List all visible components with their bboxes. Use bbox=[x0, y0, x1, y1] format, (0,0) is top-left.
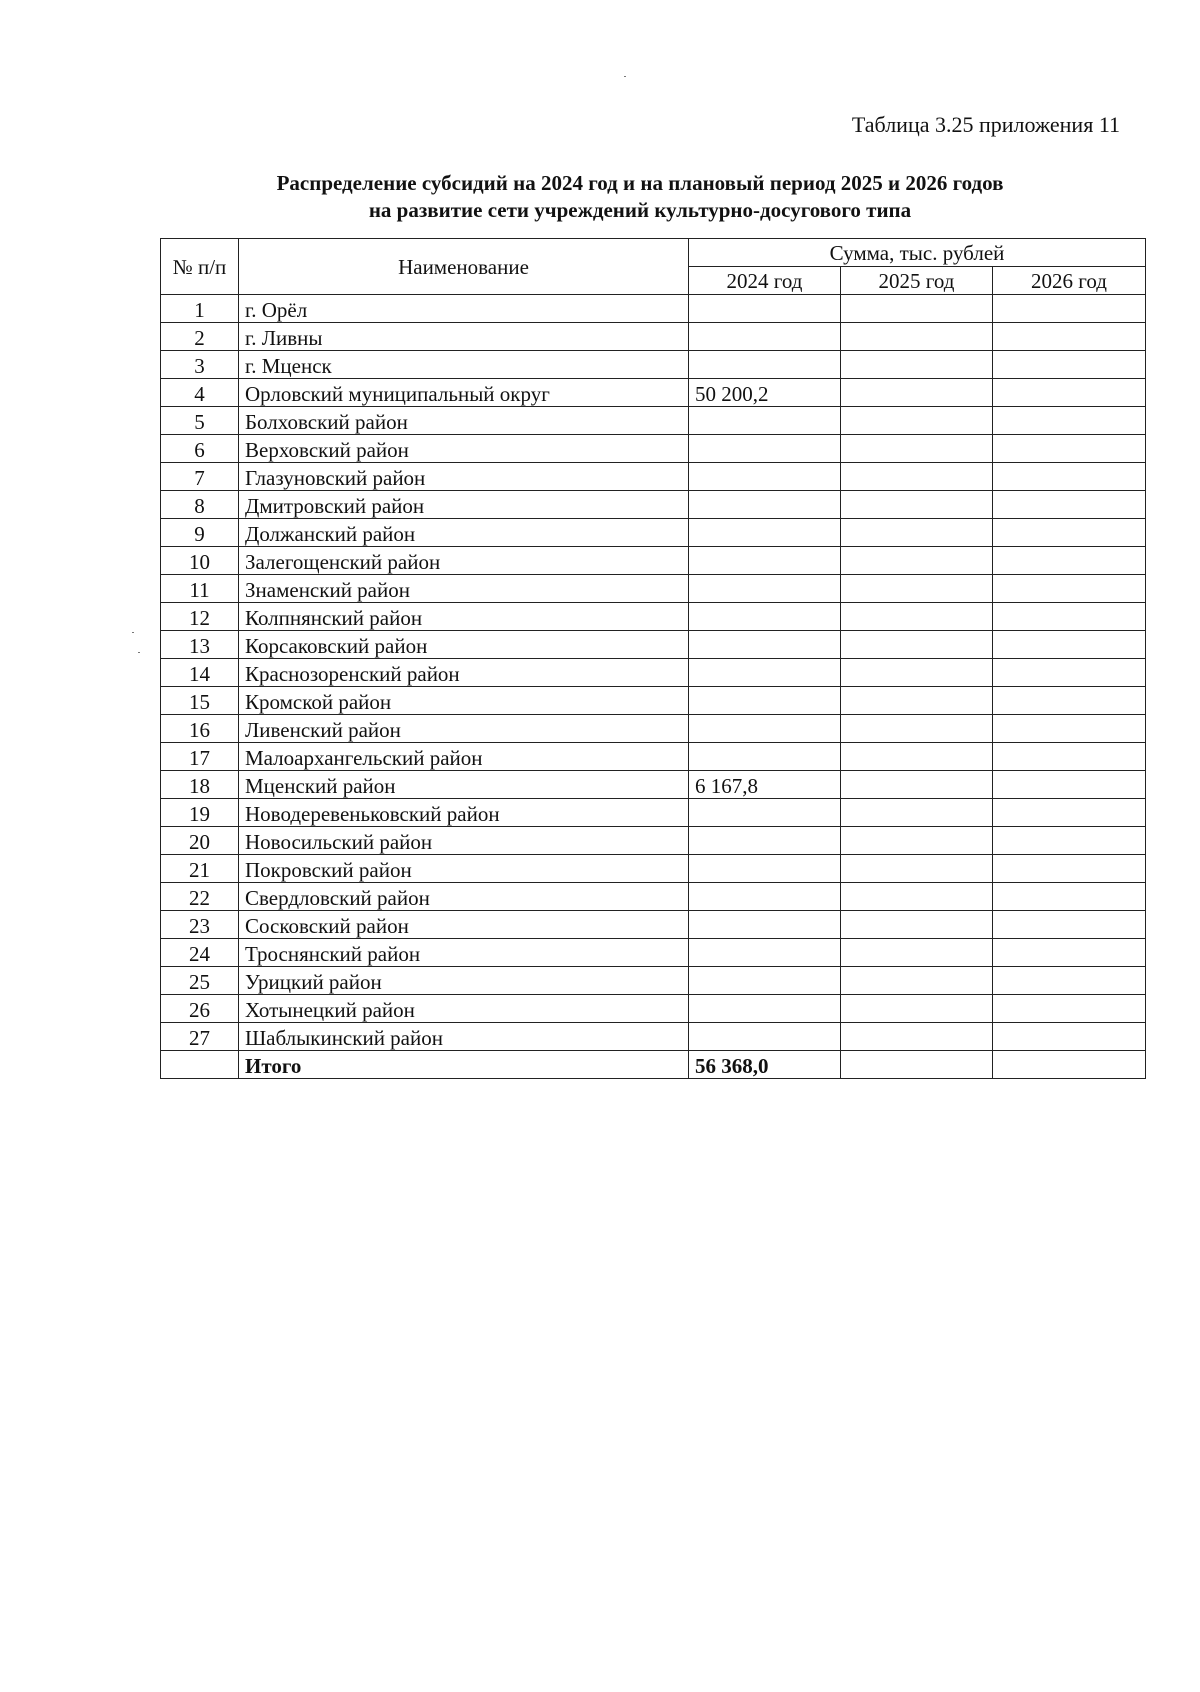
appendix-reference: Таблица 3.25 приложения 11 bbox=[851, 112, 1120, 137]
row-value-2024 bbox=[689, 659, 841, 687]
table-row bbox=[161, 827, 1146, 855]
row-value-2024 bbox=[689, 911, 841, 939]
row-value-2026 bbox=[993, 491, 1146, 519]
row-number: 12 bbox=[161, 603, 239, 631]
row-value-2024 bbox=[689, 631, 841, 659]
table-total-row bbox=[161, 1051, 1146, 1079]
row-value-2026 bbox=[993, 827, 1146, 855]
table-row bbox=[161, 575, 1146, 603]
row-value-2026 bbox=[993, 1023, 1146, 1051]
row-name: Новосильский район bbox=[239, 827, 689, 855]
row-value-2024 bbox=[689, 939, 841, 967]
row-name: Мценский район bbox=[239, 771, 689, 799]
row-value-2025 bbox=[841, 603, 993, 631]
row-name: Шаблыкинский район bbox=[239, 1023, 689, 1051]
row-value-2024 bbox=[689, 603, 841, 631]
row-value-2024: 50 200,2 bbox=[689, 379, 841, 407]
row-value-2025 bbox=[841, 659, 993, 687]
row-value-2025 bbox=[841, 463, 993, 491]
table-row bbox=[161, 771, 1146, 799]
row-value-2026 bbox=[993, 519, 1146, 547]
header-sum: Сумма, тыс. рублей bbox=[689, 239, 1146, 267]
table-row bbox=[161, 435, 1146, 463]
table-row bbox=[161, 603, 1146, 631]
row-value-2026 bbox=[993, 1051, 1146, 1079]
row-value-2026 bbox=[993, 771, 1146, 799]
row-name: Колпнянский район bbox=[239, 603, 689, 631]
row-value-2025 bbox=[841, 911, 993, 939]
row-name: Краснозоренский район bbox=[239, 659, 689, 687]
row-value-2026 bbox=[993, 743, 1146, 771]
row-name: г. Ливны bbox=[239, 323, 689, 351]
table-body bbox=[161, 295, 1146, 1079]
table-row bbox=[161, 463, 1146, 491]
header-year-2025: 2025 год bbox=[841, 267, 993, 295]
row-value-2026 bbox=[993, 715, 1146, 743]
row-name: Дмитровский район bbox=[239, 491, 689, 519]
row-value-2025 bbox=[841, 883, 993, 911]
row-value-2026 bbox=[993, 631, 1146, 659]
row-number: 27 bbox=[161, 1023, 239, 1051]
row-number: 24 bbox=[161, 939, 239, 967]
table-row bbox=[161, 407, 1146, 435]
row-value-2026 bbox=[993, 323, 1146, 351]
row-name: Итого bbox=[239, 1051, 689, 1079]
row-name: Урицкий район bbox=[239, 967, 689, 995]
row-name: г. Мценск bbox=[239, 351, 689, 379]
row-number: 10 bbox=[161, 547, 239, 575]
row-value-2024 bbox=[689, 1023, 841, 1051]
row-name: г. Орёл bbox=[239, 295, 689, 323]
row-number: 19 bbox=[161, 799, 239, 827]
row-number: 16 bbox=[161, 715, 239, 743]
row-number: 17 bbox=[161, 743, 239, 771]
row-value-2025 bbox=[841, 1023, 993, 1051]
row-value-2024 bbox=[689, 463, 841, 491]
row-value-2024 bbox=[689, 855, 841, 883]
row-value-2025 bbox=[841, 939, 993, 967]
row-number: 15 bbox=[161, 687, 239, 715]
row-name: Ливенский район bbox=[239, 715, 689, 743]
row-value-2026 bbox=[993, 547, 1146, 575]
row-name: Глазуновский район bbox=[239, 463, 689, 491]
table-row bbox=[161, 883, 1146, 911]
row-value-2026 bbox=[993, 967, 1146, 995]
table-row bbox=[161, 659, 1146, 687]
row-number: 4 bbox=[161, 379, 239, 407]
row-number: 1 bbox=[161, 295, 239, 323]
row-number: 2 bbox=[161, 323, 239, 351]
row-value-2026 bbox=[993, 603, 1146, 631]
row-value-2025 bbox=[841, 967, 993, 995]
row-number: 18 bbox=[161, 771, 239, 799]
row-name: Свердловский район bbox=[239, 883, 689, 911]
row-name: Корсаковский район bbox=[239, 631, 689, 659]
scan-speck bbox=[132, 632, 134, 633]
row-value-2025 bbox=[841, 743, 993, 771]
row-value-2024 bbox=[689, 323, 841, 351]
scan-speck bbox=[138, 652, 140, 653]
row-name: Сосковский район bbox=[239, 911, 689, 939]
row-value-2026 bbox=[993, 939, 1146, 967]
row-value-2025 bbox=[841, 519, 993, 547]
table-row bbox=[161, 295, 1146, 323]
row-value-2024 bbox=[689, 995, 841, 1023]
row-value-2026 bbox=[993, 435, 1146, 463]
row-number: 11 bbox=[161, 575, 239, 603]
table-row bbox=[161, 547, 1146, 575]
table-row bbox=[161, 743, 1146, 771]
row-value-2024 bbox=[689, 519, 841, 547]
row-value-2025 bbox=[841, 491, 993, 519]
row-name: Малоархангельский район bbox=[239, 743, 689, 771]
table-row bbox=[161, 995, 1146, 1023]
document-title-line-1: Распределение субсидий на 2024 год и на плановый период 2025 и 2026 годов bbox=[276, 171, 1004, 195]
table-row bbox=[161, 939, 1146, 967]
row-number: 6 bbox=[161, 435, 239, 463]
row-name: Залегощенский район bbox=[239, 547, 689, 575]
header-number: № п/п bbox=[161, 239, 239, 295]
row-name: Орловский муниципальный округ bbox=[239, 379, 689, 407]
row-value-2026 bbox=[993, 575, 1146, 603]
row-value-2025 bbox=[841, 827, 993, 855]
row-value-2026 bbox=[993, 407, 1146, 435]
row-value-2026 bbox=[993, 995, 1146, 1023]
row-name: Болховский район bbox=[239, 407, 689, 435]
row-value-2024 bbox=[689, 743, 841, 771]
row-value-2024 bbox=[689, 295, 841, 323]
row-value-2025 bbox=[841, 547, 993, 575]
row-number: 26 bbox=[161, 995, 239, 1023]
table-row bbox=[161, 379, 1146, 407]
header-year-2026: 2026 год bbox=[993, 267, 1146, 295]
table-row bbox=[161, 855, 1146, 883]
table-row bbox=[161, 715, 1146, 743]
row-value-2025 bbox=[841, 435, 993, 463]
row-number: 9 bbox=[161, 519, 239, 547]
table-row bbox=[161, 687, 1146, 715]
row-value-2025 bbox=[841, 715, 993, 743]
row-number: 13 bbox=[161, 631, 239, 659]
row-value-2025 bbox=[841, 771, 993, 799]
row-value-2025 bbox=[841, 687, 993, 715]
row-value-2024 bbox=[689, 575, 841, 603]
row-value-2024 bbox=[689, 435, 841, 463]
table-row bbox=[161, 323, 1146, 351]
row-value-2026 bbox=[993, 351, 1146, 379]
row-value-2025 bbox=[841, 575, 993, 603]
row-value-2024 bbox=[689, 827, 841, 855]
table-row bbox=[161, 911, 1146, 939]
row-value-2026 bbox=[993, 687, 1146, 715]
row-name: Хотынецкий район bbox=[239, 995, 689, 1023]
row-name: Должанский район bbox=[239, 519, 689, 547]
table-row bbox=[161, 967, 1146, 995]
table-row bbox=[161, 519, 1146, 547]
row-value-2026 bbox=[993, 295, 1146, 323]
row-value-2025 bbox=[841, 379, 993, 407]
row-value-2025 bbox=[841, 995, 993, 1023]
row-number: 14 bbox=[161, 659, 239, 687]
document-title bbox=[0, 170, 1200, 224]
row-value-2026 bbox=[993, 883, 1146, 911]
row-number: 21 bbox=[161, 855, 239, 883]
row-name: Троснянский район bbox=[239, 939, 689, 967]
row-value-2025 bbox=[841, 631, 993, 659]
scan-speck bbox=[624, 76, 626, 77]
row-number: 8 bbox=[161, 491, 239, 519]
row-number bbox=[161, 1051, 239, 1079]
row-value-2025 bbox=[841, 351, 993, 379]
document-title-line-2: на развитие сети учреждений культурно-досугового типа bbox=[368, 198, 912, 222]
row-name: Новодеревеньковский район bbox=[239, 799, 689, 827]
row-value-2024 bbox=[689, 799, 841, 827]
row-name: Покровский район bbox=[239, 855, 689, 883]
row-number: 3 bbox=[161, 351, 239, 379]
row-number: 5 bbox=[161, 407, 239, 435]
row-value-2024 bbox=[689, 967, 841, 995]
row-number: 25 bbox=[161, 967, 239, 995]
row-value-2024 bbox=[689, 351, 841, 379]
row-number: 22 bbox=[161, 883, 239, 911]
row-value-2025 bbox=[841, 855, 993, 883]
row-name: Знаменский район bbox=[239, 575, 689, 603]
row-value-2026 bbox=[993, 855, 1146, 883]
row-value-2024 bbox=[689, 883, 841, 911]
row-value-2024 bbox=[689, 547, 841, 575]
row-value-2025 bbox=[841, 1051, 993, 1079]
row-value-2026 bbox=[993, 799, 1146, 827]
row-value-2024: 6 167,8 bbox=[689, 771, 841, 799]
subsidy-table bbox=[160, 238, 1146, 1079]
table-row bbox=[161, 491, 1146, 519]
header-name: Наименование bbox=[239, 239, 689, 295]
table-header-row bbox=[161, 239, 1146, 267]
row-value-2026 bbox=[993, 379, 1146, 407]
row-value-2025 bbox=[841, 799, 993, 827]
row-value-2024 bbox=[689, 687, 841, 715]
row-value-2025 bbox=[841, 407, 993, 435]
row-value-2026 bbox=[993, 463, 1146, 491]
row-number: 20 bbox=[161, 827, 239, 855]
row-value-2024: 56 368,0 bbox=[689, 1051, 841, 1079]
table-row bbox=[161, 351, 1146, 379]
row-value-2026 bbox=[993, 911, 1146, 939]
row-number: 23 bbox=[161, 911, 239, 939]
row-value-2024 bbox=[689, 715, 841, 743]
table-row bbox=[161, 1023, 1146, 1051]
row-value-2024 bbox=[689, 407, 841, 435]
row-value-2025 bbox=[841, 295, 993, 323]
header-year-2024: 2024 год bbox=[689, 267, 841, 295]
row-number: 7 bbox=[161, 463, 239, 491]
row-value-2024 bbox=[689, 491, 841, 519]
table-row bbox=[161, 631, 1146, 659]
row-name: Кромской район bbox=[239, 687, 689, 715]
table-row bbox=[161, 799, 1146, 827]
row-value-2026 bbox=[993, 659, 1146, 687]
row-name: Верховский район bbox=[239, 435, 689, 463]
row-value-2025 bbox=[841, 323, 993, 351]
